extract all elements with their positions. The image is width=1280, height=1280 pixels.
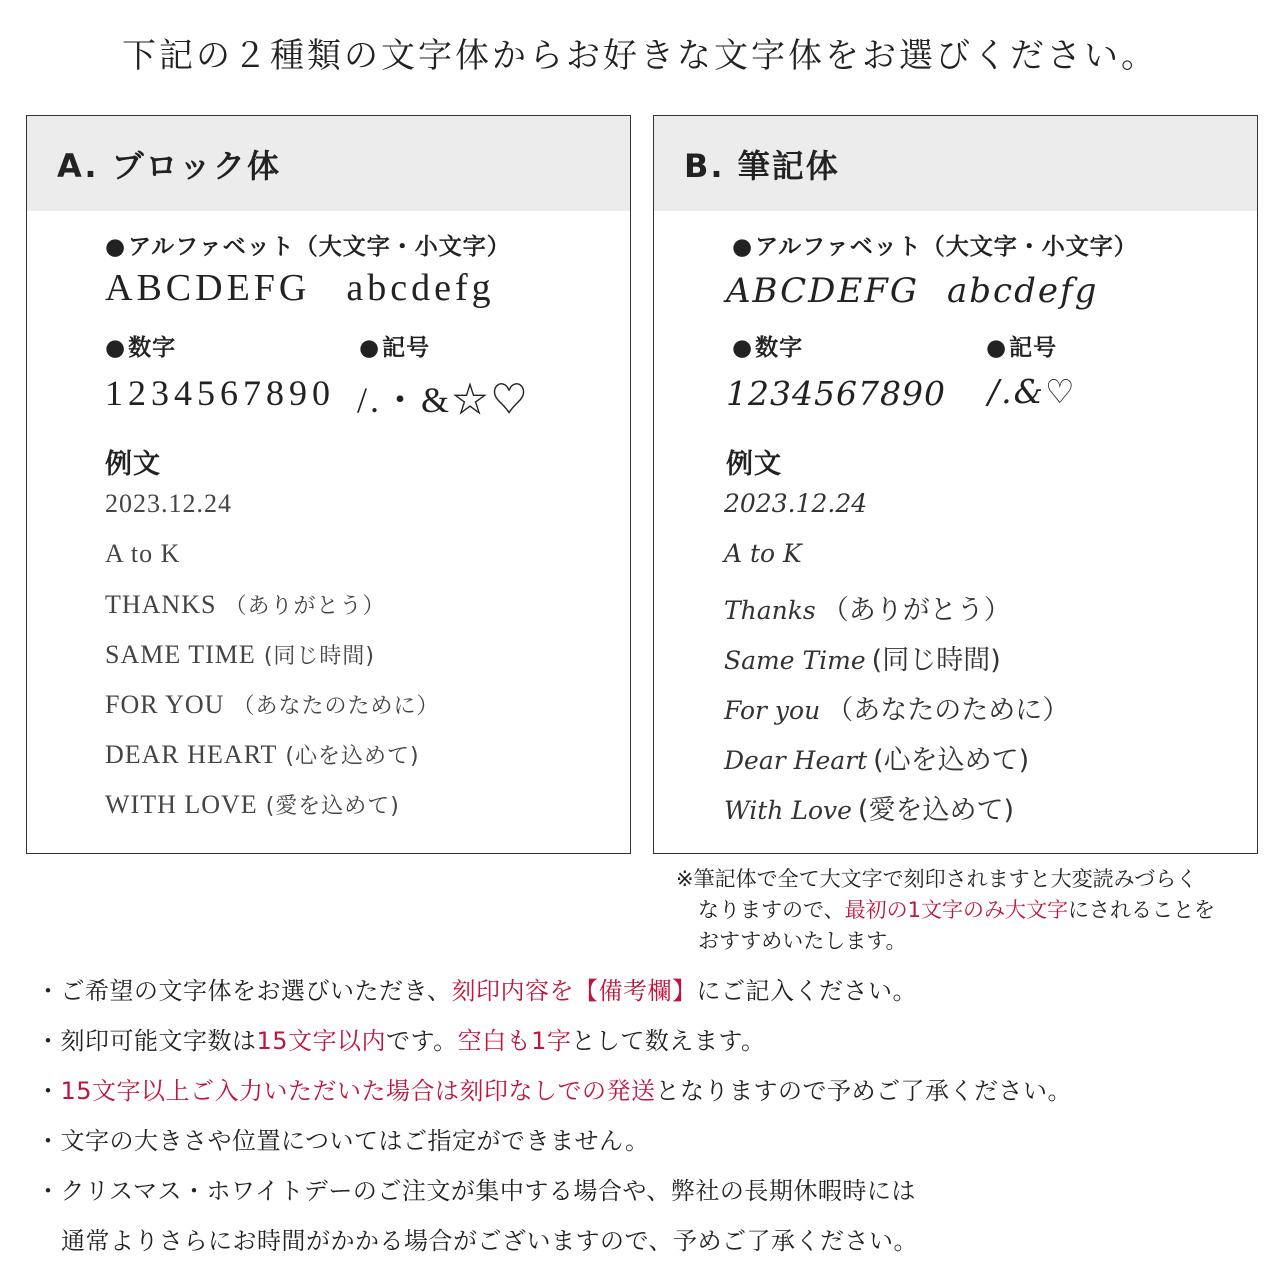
- black-circle-icon: ●: [105, 234, 127, 260]
- note-line-3: おすすめいたします。: [698, 929, 907, 953]
- alphabet-sample-a: [105, 266, 495, 310]
- alphabet-label-b: ●アルファベット（大文字・小文字）: [732, 234, 1138, 260]
- symbols-sample-a: /.・&☆♡: [357, 380, 531, 420]
- instruction-item: ・クリスマス・ホワイトデーのご注文が集中する場合や、弊社の長期休暇時には: [36, 1177, 916, 1205]
- instruction-item: ・15文字以上ご入力いただいた場合は刻印なしでの発送となりますので予めご了承ください。: [36, 1077, 1073, 1105]
- example-line-b: Thanks （ありがとう）: [724, 595, 1011, 626]
- alphabet-upper-b: ABCDEFG: [726, 271, 920, 311]
- example-line-a: SAME TIME (同じ時間): [105, 640, 375, 669]
- instruction-item: ・ご希望の文字体をお選びいただき、刻印内容を【備考欄】にご記入ください。: [36, 977, 918, 1005]
- note-line-1: ※筆記体で全て大文字で刻印されますと大変読みづらく: [676, 867, 1198, 891]
- example-line-a: 2023.12.24: [105, 489, 232, 518]
- example-line-a: DEAR HEART (心を込めて): [105, 740, 420, 769]
- alphabet-upper-a: ABCDEFG: [105, 267, 311, 309]
- alphabet-label-a: ●アルファベット（大文字・小文字）: [105, 234, 511, 260]
- black-circle-icon: ●: [986, 335, 1008, 361]
- note-line-2: なりますので、最初の1文字のみ大文字にされることを: [698, 898, 1215, 922]
- panel-a-header: A. ブロック体: [27, 116, 630, 211]
- panel-block-font: [26, 115, 631, 854]
- example-line-b: For you （あなたのために）: [724, 695, 1070, 726]
- black-circle-icon: ●: [732, 335, 754, 361]
- instruction-item: ・刻印可能文字数は15文字以内です。空白も1字として数えます。: [36, 1027, 766, 1055]
- symbols-sample-b: /.&♡: [988, 372, 1077, 411]
- example-line-b: A to K: [724, 539, 802, 568]
- instructions-list: [36, 966, 1266, 1266]
- examples-label-b: 例文: [726, 449, 782, 480]
- panel-script-font: [653, 115, 1258, 854]
- alphabet-sample-b: [726, 271, 1098, 311]
- alphabet-lower-a: abcdefg: [346, 267, 495, 309]
- numbers-sample-b: 1234567890: [726, 374, 946, 413]
- black-circle-icon: ●: [732, 234, 754, 260]
- numbers-label-b: ●数字: [732, 335, 804, 361]
- numbers-label-a: ●数字: [105, 335, 177, 361]
- page-title: 下記の２種類の文字体からお好きな文字体をお選びください。: [122, 36, 1158, 76]
- example-line-a: A to K: [105, 539, 181, 568]
- instruction-item-continued: 通常よりさらにお時間がかかる場合がございますので、予めご了承ください。: [61, 1227, 919, 1255]
- example-line-b: Dear Heart (心を込めて): [724, 745, 1030, 776]
- symbols-label-a: ●記号: [359, 335, 431, 361]
- example-line-a: WITH LOVE (愛を込めて): [105, 790, 400, 819]
- instruction-item: ・文字の大きさや位置についてはご指定ができません。: [36, 1127, 650, 1155]
- example-line-b: Same Time (同じ時間): [724, 645, 1001, 676]
- alphabet-lower-b: abcdefg: [947, 271, 1099, 311]
- panel-b-header: B. 筆記体: [654, 116, 1257, 211]
- script-note: [676, 864, 1256, 957]
- numbers-sample-a: 1234567890: [105, 373, 335, 413]
- symbols-label-b: ●記号: [986, 335, 1058, 361]
- example-line-b: 2023.12.24: [724, 489, 868, 518]
- examples-label-a: 例文: [105, 449, 161, 480]
- example-line-a: THANKS （ありがとう）: [105, 590, 386, 619]
- example-line-b: With Love (愛を込めて): [724, 795, 1014, 826]
- black-circle-icon: ●: [105, 335, 127, 361]
- black-circle-icon: ●: [359, 335, 381, 361]
- example-line-a: FOR YOU （あなたのために）: [105, 690, 440, 719]
